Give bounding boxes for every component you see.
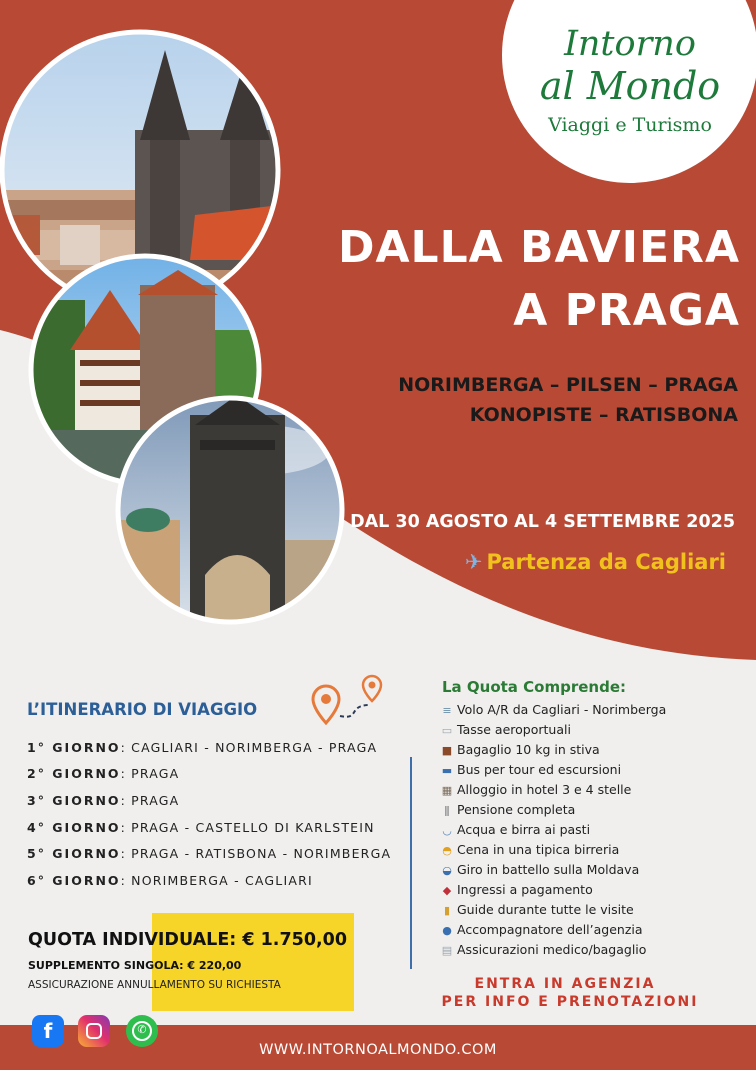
brand-name-line2: al Mondo <box>539 64 721 108</box>
includes-item: ◆ Ingressi a pagamento <box>440 882 593 897</box>
briefcase-icon: ■ <box>441 744 453 757</box>
hotel-icon: ▦ <box>441 784 453 797</box>
page-title-line2: A PRAGA <box>513 285 740 336</box>
person-icon: ● <box>442 924 452 937</box>
document-icon: ▤ <box>441 944 453 957</box>
beer-icon: ◓ <box>442 844 452 857</box>
itinerary-day: 3° GIORNO: PRAGA <box>27 793 180 808</box>
cup-icon: ◡ <box>442 824 452 837</box>
ship-icon: ◒ <box>442 864 452 877</box>
itinerary-day: 6° GIORNO: NORIMBERGA - CAGLIARI <box>27 873 313 888</box>
price-label: QUOTA INDIVIDUALE: € 1.750,00 <box>28 930 347 950</box>
insurance-note: ASSICURAZIONE ANNULLAMENTO SU RICHIESTA <box>28 979 281 991</box>
cta-line2: PER INFO E PRENOTAZIONI <box>441 994 699 1010</box>
brand-logo <box>504 0 756 160</box>
includes-item: ■ Bagaglio 10 kg in stiva <box>441 742 600 757</box>
includes-item: ▮ Guide durante tutte le visite <box>440 902 634 917</box>
route-line2: KONOPISTE – RATISBONA <box>469 404 738 426</box>
brand-tagline: Viaggi e Turismo <box>548 114 712 136</box>
includes-item: ≡ Volo A/R da Cagliari - Norimberga <box>440 702 666 717</box>
itinerary-day: 4° GIORNO: PRAGA - CASTELLO DI KARLSTEIN <box>27 820 375 835</box>
website-link[interactable]: WWW.INTORNOALMONDO.COM <box>259 1042 497 1058</box>
departure-info <box>430 550 726 574</box>
map-pins-icon <box>313 676 381 723</box>
includes-title: La Quota Comprende: <box>442 678 626 696</box>
includes-item: ◒ Giro in battello sulla Moldava <box>440 862 639 877</box>
instagram-icon[interactable] <box>78 1015 110 1047</box>
itinerary-day: 5° GIORNO: PRAGA - RATISBONA - NORIMBERGA <box>27 846 392 861</box>
includes-item: ǁ Pensione completa <box>440 802 575 817</box>
receipt-icon: ▭ <box>441 724 453 737</box>
single-supplement: SUPPLEMENTO SINGOLA: € 220,00 <box>28 959 242 972</box>
railway-track-icon: ≡ <box>442 704 452 717</box>
includes-item: ▦ Alloggio in hotel 3 e 4 stelle <box>441 782 632 797</box>
includes-item: ▤ Assicurazioni medico/bagaglio <box>441 942 647 957</box>
facebook-icon[interactable]: f <box>32 1015 64 1047</box>
itinerary-title: L’ITINERARIO DI VIAGGIO <box>27 700 258 719</box>
airplane-icon: ✈ <box>464 550 483 574</box>
column-divider <box>410 757 412 969</box>
includes-item: ▭ Tasse aeroportuali <box>441 722 571 737</box>
departure-text: Partenza da Cagliari <box>486 550 726 574</box>
travel-dates: DAL 30 AGOSTO AL 4 SETTEMBRE 2025 <box>350 512 735 532</box>
includes-item: ▬ Bus per tour ed escursioni <box>441 762 622 777</box>
cutlery-icon: ǁ <box>444 804 450 817</box>
whatsapp-icon[interactable]: ✆ <box>126 1015 158 1047</box>
includes-item: ● Accompagnatore dell’agenzia <box>440 922 643 937</box>
cta-line1: ENTRA IN AGENZIA <box>474 976 656 992</box>
guide-icon: ▮ <box>443 904 451 917</box>
route-line1: NORIMBERGA – PILSEN – PRAGA <box>398 374 738 396</box>
itinerary-day: 2° GIORNO: PRAGA <box>27 766 180 781</box>
ticket-icon: ◆ <box>442 884 452 897</box>
includes-item: ◡ Acqua e birra ai pasti <box>440 822 590 837</box>
bus-icon: ▬ <box>441 764 453 777</box>
brand-name-line1: Intorno <box>564 24 696 64</box>
itinerary-day: 1° GIORNO: CAGLIARI - NORIMBERGA - PRAGA <box>27 740 378 755</box>
page-title-line1: DALLA BAVIERA <box>337 222 740 273</box>
includes-item: ◓ Cena in una tipica birreria <box>440 842 619 857</box>
